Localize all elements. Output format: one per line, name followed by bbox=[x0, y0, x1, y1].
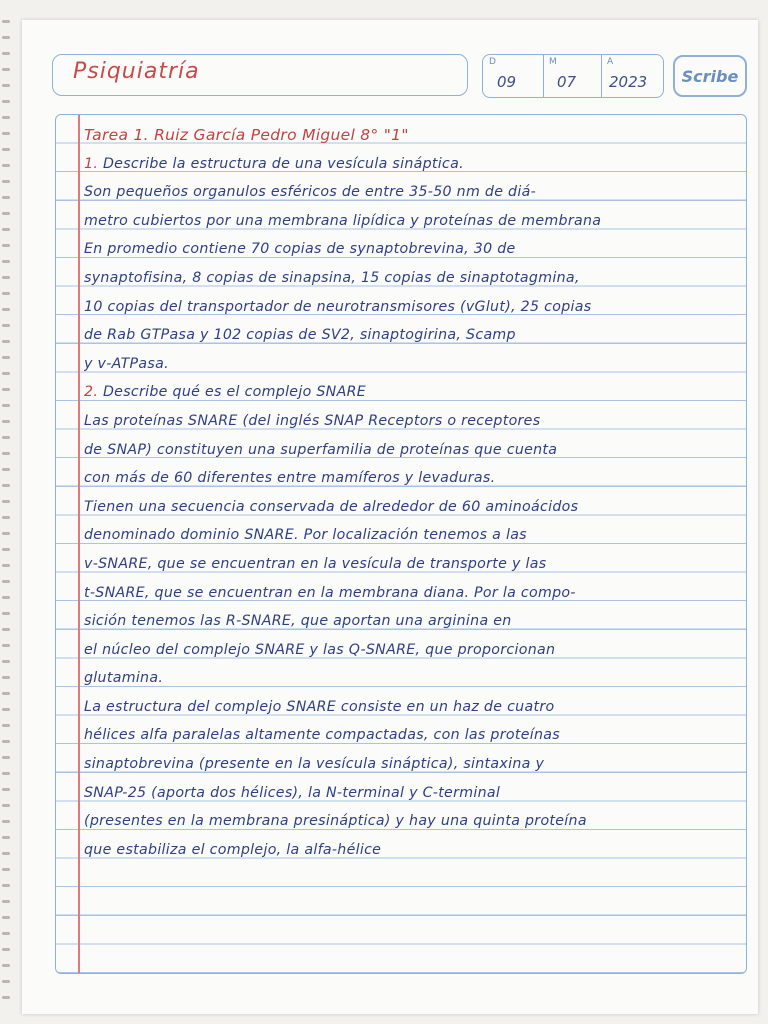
brand-logo-text: Scribe bbox=[681, 66, 739, 86]
binding-ring bbox=[2, 340, 10, 343]
binding-ring bbox=[2, 52, 10, 55]
note-line: Tienen una secuencia conservada de alrededor de 60 aminoácidos bbox=[84, 498, 579, 515]
binding-ring bbox=[2, 324, 10, 327]
binding-ring bbox=[2, 84, 10, 87]
subject-text: Psiquiatría bbox=[73, 59, 200, 84]
binding-ring bbox=[2, 724, 10, 727]
binding-ring bbox=[2, 932, 10, 935]
binding-ring bbox=[2, 212, 10, 215]
note-line: (presentes en la membrana presináptica) y hay una quinta proteína bbox=[84, 813, 587, 830]
note-line: el núcleo del complejo SNARE y las Q-SNARE, que proporcionan bbox=[84, 641, 556, 658]
date-divider bbox=[601, 55, 602, 97]
binding-ring bbox=[2, 260, 10, 263]
binding-ring bbox=[2, 388, 10, 391]
binding-ring bbox=[2, 852, 10, 855]
month-value: 07 bbox=[557, 73, 577, 91]
answer-1 bbox=[84, 178, 738, 378]
binding-ring bbox=[2, 612, 10, 615]
binding-ring bbox=[2, 692, 10, 695]
binding-ring bbox=[2, 308, 10, 311]
title-line: Tarea 1. Ruiz García Pedro Miguel 8° "1" bbox=[84, 126, 409, 144]
binding-ring bbox=[2, 788, 10, 791]
binding-ring bbox=[2, 756, 10, 759]
note-line: de SNAP) constituyen una superfamilia de proteínas que cuenta bbox=[84, 441, 558, 458]
note-line: 10 copias del transportador de neurotransmisores (vGlut), 25 copias bbox=[84, 298, 592, 315]
year-letter: A bbox=[607, 57, 614, 67]
handwritten-notes bbox=[84, 121, 738, 864]
note-line: En promedio contiene 70 copias de synaptobrevina, 30 de bbox=[84, 241, 516, 258]
binding-ring bbox=[2, 772, 10, 775]
month-letter: M bbox=[549, 57, 557, 67]
binding-ring bbox=[2, 948, 10, 951]
subject-field bbox=[52, 54, 468, 96]
notebook-page bbox=[22, 20, 758, 1014]
note-line: con más de 60 diferentes entre mamíferos y levaduras. bbox=[84, 470, 496, 487]
date-divider bbox=[543, 55, 544, 97]
note-line: SNAP-25 (aporta dos hélices), la N-terminal y C-terminal bbox=[84, 784, 501, 801]
binding-ring bbox=[2, 868, 10, 871]
binding-ring bbox=[2, 532, 10, 535]
binding-ring bbox=[2, 36, 10, 39]
binding-ring bbox=[2, 804, 10, 807]
binding-ring bbox=[2, 356, 10, 359]
question-1 bbox=[84, 150, 738, 179]
binding-ring bbox=[2, 468, 10, 471]
binding-ring bbox=[2, 164, 10, 167]
binding-ring bbox=[2, 516, 10, 519]
note-line: denominado dominio SNARE. Por localización tenemos a las bbox=[84, 527, 527, 544]
binding-ring bbox=[2, 708, 10, 711]
binding-ring bbox=[2, 548, 10, 551]
note-line: v-SNARE, que se encuentran en la vesícula de transporte y las bbox=[84, 555, 547, 572]
binding-ring bbox=[2, 996, 10, 999]
binding-ring bbox=[2, 916, 10, 919]
binding-ring bbox=[2, 596, 10, 599]
binding-ring bbox=[2, 820, 10, 823]
note-line: Las proteínas SNARE (del inglés SNAP Receptors o receptores bbox=[84, 412, 541, 429]
binding-ring bbox=[2, 628, 10, 631]
brand-logo bbox=[673, 55, 747, 97]
binding-ring bbox=[2, 676, 10, 679]
binding-ring bbox=[2, 372, 10, 375]
date-field bbox=[482, 54, 664, 98]
binding-ring bbox=[2, 276, 10, 279]
binding-ring bbox=[2, 500, 10, 503]
note-line: La estructura del complejo SNARE consiste en un haz de cuatro bbox=[84, 698, 555, 715]
binding-ring bbox=[2, 132, 10, 135]
note-line: t-SNARE, que se encuentran en la membrana diana. Por la compo- bbox=[84, 584, 576, 601]
binding-ring bbox=[2, 148, 10, 151]
day-value: 09 bbox=[497, 73, 517, 91]
year-value: 2023 bbox=[609, 73, 648, 91]
ruled-writing-area bbox=[55, 114, 747, 974]
binding-ring bbox=[2, 244, 10, 247]
binding-ring bbox=[2, 404, 10, 407]
binding-ring bbox=[2, 436, 10, 439]
binding-ring bbox=[2, 228, 10, 231]
binding-ring bbox=[2, 836, 10, 839]
note-line: y v-ATPasa. bbox=[84, 355, 169, 372]
note-line: metro cubiertos por una membrana lipídica y proteínas de membrana bbox=[84, 212, 602, 229]
note-line: sinaptobrevina (presente en la vesícula sináptica), sintaxina y bbox=[84, 756, 545, 773]
binding-ring bbox=[2, 660, 10, 663]
binding-ring bbox=[2, 420, 10, 423]
note-line: Son pequeños organulos esféricos de entre 35-50 nm de diá- bbox=[84, 184, 537, 201]
binding-ring bbox=[2, 292, 10, 295]
day-letter: D bbox=[489, 57, 496, 67]
answer-2 bbox=[84, 407, 738, 865]
binding-ring bbox=[2, 980, 10, 983]
question-2-number: 2. bbox=[84, 384, 99, 401]
binding-ring bbox=[2, 484, 10, 487]
note-line: de Rab GTPasa y 102 copias de SV2, sinaptogirina, Scamp bbox=[84, 327, 516, 344]
question-2-text: Describe qué es el complejo SNARE bbox=[102, 384, 367, 401]
binding-ring bbox=[2, 100, 10, 103]
spiral-binding bbox=[0, 20, 14, 1014]
note-line: hélices alfa paralelas altamente compactadas, con las proteínas bbox=[84, 727, 560, 744]
binding-ring bbox=[2, 644, 10, 647]
binding-ring bbox=[2, 196, 10, 199]
binding-ring bbox=[2, 452, 10, 455]
binding-ring bbox=[2, 900, 10, 903]
binding-ring bbox=[2, 580, 10, 583]
binding-ring bbox=[2, 68, 10, 71]
margin-line bbox=[78, 115, 80, 973]
note-line: glutamina. bbox=[84, 670, 164, 687]
note-line: sición tenemos las R-SNARE, que aportan una arginina en bbox=[84, 613, 512, 630]
binding-ring bbox=[2, 884, 10, 887]
binding-ring bbox=[2, 116, 10, 119]
binding-ring bbox=[2, 740, 10, 743]
binding-ring bbox=[2, 564, 10, 567]
binding-ring bbox=[2, 20, 10, 23]
question-1-text: Describe la estructura de una vesícula sináptica. bbox=[102, 155, 464, 172]
binding-ring bbox=[2, 964, 10, 967]
question-2 bbox=[84, 378, 738, 407]
note-line: synaptofisina, 8 copias de sinapsina, 15 copias de sinaptotagmina, bbox=[84, 269, 580, 286]
question-1-number: 1. bbox=[84, 155, 99, 172]
note-line: que estabiliza el complejo, la alfa-hélice bbox=[84, 841, 382, 858]
binding-ring bbox=[2, 180, 10, 183]
